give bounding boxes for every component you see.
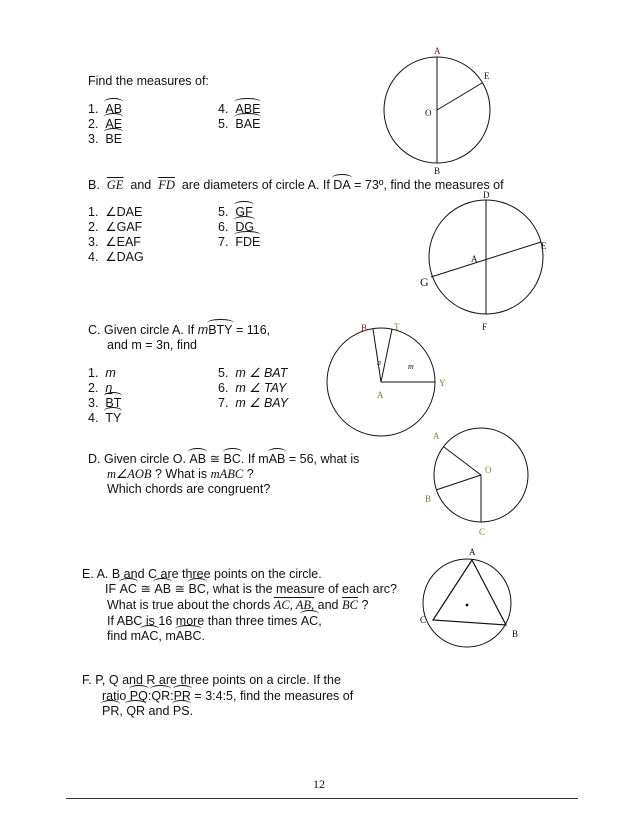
section-letter: B. bbox=[88, 178, 100, 192]
section-b-item-4 bbox=[88, 250, 144, 265]
item-text: EAF bbox=[116, 235, 141, 249]
prompt-text-2: ? bbox=[357, 598, 369, 612]
arc-ac: AC bbox=[119, 582, 137, 596]
item-number: 4. bbox=[88, 250, 99, 264]
congruent-symbol: ≅ bbox=[171, 582, 189, 596]
item-number: 4. bbox=[218, 102, 229, 116]
arc-ab: AB bbox=[189, 452, 207, 466]
prompt-text-2: , bbox=[318, 614, 322, 628]
item-number: 5. bbox=[218, 117, 229, 131]
section-c-item-4 bbox=[88, 411, 121, 426]
prompt-text-2: , what is the measure of each arc? bbox=[205, 582, 397, 596]
arc-ab: AB bbox=[268, 452, 286, 466]
ratio-colon: : bbox=[170, 689, 174, 703]
angle-label-m: m bbox=[408, 362, 414, 371]
arc-ps: PS bbox=[172, 704, 190, 718]
item-number: 1. bbox=[88, 366, 99, 380]
prompt-text-3: = 56, what is bbox=[285, 452, 360, 466]
point-label-a: A bbox=[377, 390, 384, 400]
point-label-o: O bbox=[425, 108, 432, 118]
point-label-b: B bbox=[434, 166, 441, 176]
section-b-item-3 bbox=[88, 235, 141, 250]
section-c-item-5 bbox=[218, 366, 287, 381]
point-label-a: A bbox=[434, 46, 441, 56]
segment-ge: $\overline{GE}$ bbox=[106, 178, 124, 192]
arc-bc: BC bbox=[223, 452, 241, 466]
arc-qr: QR bbox=[151, 689, 171, 703]
section-c-item-1 bbox=[88, 366, 116, 381]
point-label-a: A bbox=[471, 254, 478, 264]
angle-label-n: n bbox=[377, 358, 381, 367]
arc-label: FDE bbox=[235, 235, 261, 249]
arc-abc: ABC bbox=[175, 629, 202, 643]
section-d-prompt-line1 bbox=[88, 452, 359, 467]
item-number: 5. bbox=[218, 366, 229, 380]
arc-label: TY bbox=[105, 411, 122, 425]
prompt-text-2: ? bbox=[243, 467, 254, 481]
point-label-t: T bbox=[394, 322, 400, 332]
circle-figure-c bbox=[325, 318, 450, 443]
prompt-text: ratio bbox=[102, 689, 130, 703]
arc-pr: PR bbox=[102, 704, 120, 718]
prompt-text: ? What is bbox=[151, 467, 211, 481]
arc-da: DA bbox=[333, 178, 351, 192]
section-c-item-7 bbox=[218, 396, 288, 411]
period: . bbox=[189, 704, 194, 718]
item-number: 6. bbox=[218, 381, 229, 395]
item-number: 3. bbox=[88, 396, 99, 410]
arc-ac: AC bbox=[300, 614, 319, 628]
chord-bc: $\overline{BC}$ bbox=[341, 598, 358, 612]
arc-bc: BC bbox=[188, 582, 206, 596]
section-b-item-7 bbox=[218, 235, 260, 250]
point-label-a: A bbox=[433, 431, 440, 441]
arc-label: BT bbox=[105, 396, 122, 410]
prompt-text-2: = 116, bbox=[232, 323, 271, 337]
congruent-symbol: ≅ bbox=[136, 582, 155, 596]
conjunction: and bbox=[145, 704, 173, 718]
point-label-g: G bbox=[420, 275, 429, 289]
item-number: 4. bbox=[88, 411, 99, 425]
section-c-prompt-line2: and m = 3n, find bbox=[107, 338, 197, 352]
section-b-prompt bbox=[88, 178, 504, 193]
point-label-y: Y bbox=[439, 378, 446, 388]
item-text: GAF bbox=[116, 220, 143, 234]
item-number: 1. bbox=[88, 102, 99, 116]
angle-icon: ∠ bbox=[105, 235, 117, 249]
section-a-heading: Find the measures of: bbox=[88, 74, 209, 88]
arc-ab: AB bbox=[154, 582, 172, 596]
arc-label: GF bbox=[235, 205, 253, 219]
section-e-line3 bbox=[107, 598, 368, 613]
segment-fd: $\overline{FD}$ bbox=[158, 178, 175, 192]
item-text: m bbox=[105, 366, 116, 380]
item-text: n bbox=[105, 381, 113, 395]
arc-bty: BTY bbox=[208, 323, 233, 337]
section-b-item-2 bbox=[88, 220, 142, 235]
item-text: m ∠ TAY bbox=[235, 381, 287, 395]
footer-rule bbox=[66, 798, 578, 799]
item-number: 2. bbox=[88, 381, 99, 395]
arc-ac: AC bbox=[141, 629, 159, 643]
item-number: 2. bbox=[88, 220, 99, 234]
section-a-item-5 bbox=[218, 117, 260, 132]
prompt-text-2: = 73º, find the measures of bbox=[354, 178, 504, 192]
section-d-prompt-line3: Which chords are congruent? bbox=[107, 482, 271, 496]
ratio-colon: : bbox=[147, 689, 152, 703]
section-c-item-6 bbox=[218, 381, 286, 396]
item-number: 3. bbox=[88, 235, 99, 249]
item-number: 7. bbox=[218, 235, 229, 249]
arc-label: DG bbox=[235, 220, 255, 234]
conjunction: and bbox=[314, 598, 342, 612]
arc-qr: QR bbox=[126, 704, 146, 718]
angle-icon: ∠ bbox=[105, 205, 117, 219]
section-f-line1: F. P, Q and R are three points on a circle. If the bbox=[82, 673, 341, 687]
section-e-line2 bbox=[105, 582, 397, 597]
arc-label: AB bbox=[105, 102, 123, 116]
prompt-text: IF bbox=[105, 582, 120, 596]
angle-icon: ∠ bbox=[105, 250, 117, 264]
point-label-b: B bbox=[425, 494, 432, 504]
point-label-c: C bbox=[420, 615, 427, 625]
item-number: 7. bbox=[218, 396, 229, 410]
prompt-text: If ABC is 16 more than three times bbox=[107, 614, 301, 628]
measure-m: m bbox=[197, 323, 209, 337]
point-label-b: B bbox=[361, 323, 368, 333]
point-label-f: F bbox=[482, 322, 488, 332]
arc-pq: PQ bbox=[129, 689, 148, 703]
point-label-e: E bbox=[541, 241, 547, 251]
point-label-o: O bbox=[485, 465, 492, 475]
circle-figure-d bbox=[420, 428, 550, 543]
prompt-text-2: . If m bbox=[240, 452, 269, 466]
point-label-e: E bbox=[484, 71, 490, 81]
conjunction: and bbox=[130, 178, 152, 192]
separator: , bbox=[119, 704, 127, 718]
item-text: DAE bbox=[116, 205, 143, 219]
page-number: 12 bbox=[313, 777, 325, 791]
circle-figure-a bbox=[380, 44, 510, 176]
arc-label: ABE bbox=[235, 102, 261, 116]
arc-pr: PR bbox=[173, 689, 191, 703]
prompt-text-3: . bbox=[201, 629, 205, 643]
point-label-c: C bbox=[479, 527, 486, 537]
section-f-line3 bbox=[102, 704, 193, 719]
chords-ac-ab: AC, AB, bbox=[273, 598, 315, 612]
section-e-line4 bbox=[107, 614, 322, 629]
item-number: 1. bbox=[88, 205, 99, 219]
arc-label: BAE bbox=[235, 117, 261, 131]
section-d-prompt-line2 bbox=[107, 467, 254, 482]
angle-icon: ∠ bbox=[105, 220, 117, 234]
section-c-prompt-line1 bbox=[88, 323, 270, 338]
circle-figure-e bbox=[415, 545, 530, 645]
prompt-text-2: , m bbox=[158, 629, 176, 643]
prompt-text: What is true about the chords bbox=[107, 598, 274, 612]
item-text: m ∠ BAY bbox=[235, 396, 289, 410]
point-label-b: B bbox=[512, 629, 519, 639]
prompt-text: are diameters of circle A. If bbox=[181, 178, 330, 192]
congruent-symbol: ≅ bbox=[206, 452, 224, 466]
point-label-a: A bbox=[469, 547, 476, 557]
section-e-line5 bbox=[107, 629, 205, 644]
angle-aob: m∠AOB bbox=[107, 467, 152, 481]
item-number: 6. bbox=[218, 220, 229, 234]
arc-label: AE bbox=[105, 117, 123, 131]
arc-abc: mABC bbox=[210, 467, 244, 481]
item-number: 5. bbox=[218, 205, 229, 219]
circle-figure-b bbox=[415, 190, 555, 333]
item-text: m ∠ BAT bbox=[235, 366, 288, 380]
point-label-d: D bbox=[483, 190, 490, 200]
section-e-line1: E. A. B and C are three points on the circle. bbox=[82, 567, 322, 581]
prompt-text: find m bbox=[107, 629, 142, 643]
prompt-text: D. Given circle O. bbox=[88, 452, 190, 466]
item-text: DAG bbox=[116, 250, 144, 264]
prompt-text-2: = 3:4:5, find the measures of bbox=[190, 689, 354, 703]
item-number: 3. bbox=[88, 132, 99, 146]
arc-label: BE bbox=[105, 132, 123, 146]
section-a-item-3 bbox=[88, 132, 122, 147]
section-b-item-1 bbox=[88, 205, 142, 220]
item-number: 2. bbox=[88, 117, 99, 131]
prompt-text: C. Given circle A. If bbox=[88, 323, 198, 337]
